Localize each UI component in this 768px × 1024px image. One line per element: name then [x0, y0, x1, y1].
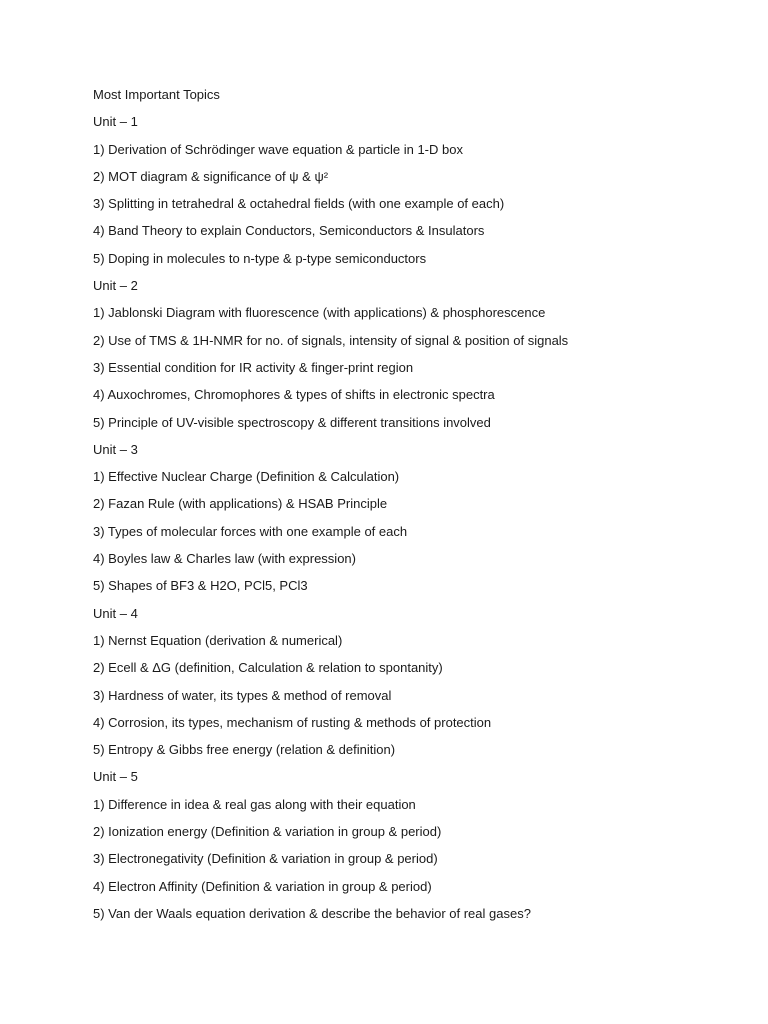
topic-item: 2) Use of TMS & 1H-NMR for no. of signals, intensity of signal & position of signals: [93, 332, 569, 348]
topic-item: 5) Van der Waals equation derivation & describe the behavior of real gases?: [93, 905, 531, 921]
topic-item: 3) Types of molecular forces with one example of each: [93, 523, 408, 539]
topic-item: 4) Auxochromes, Chromophores & types of shifts in electronic spectra: [93, 387, 495, 403]
topic-item: 3) Hardness of water, its types & method of removal: [93, 687, 392, 703]
topic-item: 5) Principle of UV-visible spectroscopy & different transitions involved: [93, 414, 491, 430]
topic-item: 2) Fazan Rule (with applications) & HSAB Principle: [93, 496, 388, 512]
unit-heading: Unit – 3: [93, 441, 138, 457]
document-body: [93, 86, 733, 932]
topic-item: 4) Band Theory to explain Conductors, Semiconductors & Insulators: [93, 223, 485, 239]
topic-item: 1) Jablonski Diagram with fluorescence (with applications) & phosphorescence: [93, 305, 546, 321]
topic-item: 1) Nernst Equation (derivation & numerical): [93, 632, 343, 648]
topic-item: 4) Electron Affinity (Definition & variation in group & period): [93, 878, 432, 894]
topic-item: 1) Difference in idea & real gas along with their equation: [93, 796, 416, 812]
unit-heading: Unit – 4: [93, 605, 138, 621]
unit-heading: Unit – 2: [93, 278, 138, 294]
topic-item: 1) Effective Nuclear Charge (Definition & Calculation): [93, 469, 400, 485]
topic-item: 3) Essential condition for IR activity & finger-print region: [93, 359, 414, 375]
topic-item: 5) Entropy & Gibbs free energy (relation & definition): [93, 742, 396, 758]
unit-heading: Unit – 5: [93, 769, 138, 785]
topic-item: 2) Ionization energy (Definition & variation in group & period): [93, 824, 442, 840]
topic-item: 2) MOT diagram & significance of ψ & ψ²: [93, 168, 329, 184]
document-title: Most Important Topics: [93, 87, 220, 102]
topic-item: 2) Ecell & ΔG (definition, Calculation & relation to spontanity): [93, 660, 443, 676]
topic-item: 3) Electronegativity (Definition & variation in group & period): [93, 851, 438, 867]
topic-item: 3) Splitting in tetrahedral & octahedral fields (with one example of each): [93, 196, 505, 212]
topic-item: 4) Boyles law & Charles law (with expression): [93, 551, 356, 567]
topic-item: 4) Corrosion, its types, mechanism of rusting & methods of protection: [93, 714, 492, 730]
topic-item: 5) Doping in molecules to n-type & p-type semiconductors: [93, 250, 427, 266]
topic-item: 5) Shapes of BF3 & H2O, PCl5, PCl3: [93, 578, 308, 594]
unit-heading: Unit – 1: [93, 114, 138, 130]
topic-item: 1) Derivation of Schrödinger wave equation & particle in 1-D box: [93, 141, 463, 157]
